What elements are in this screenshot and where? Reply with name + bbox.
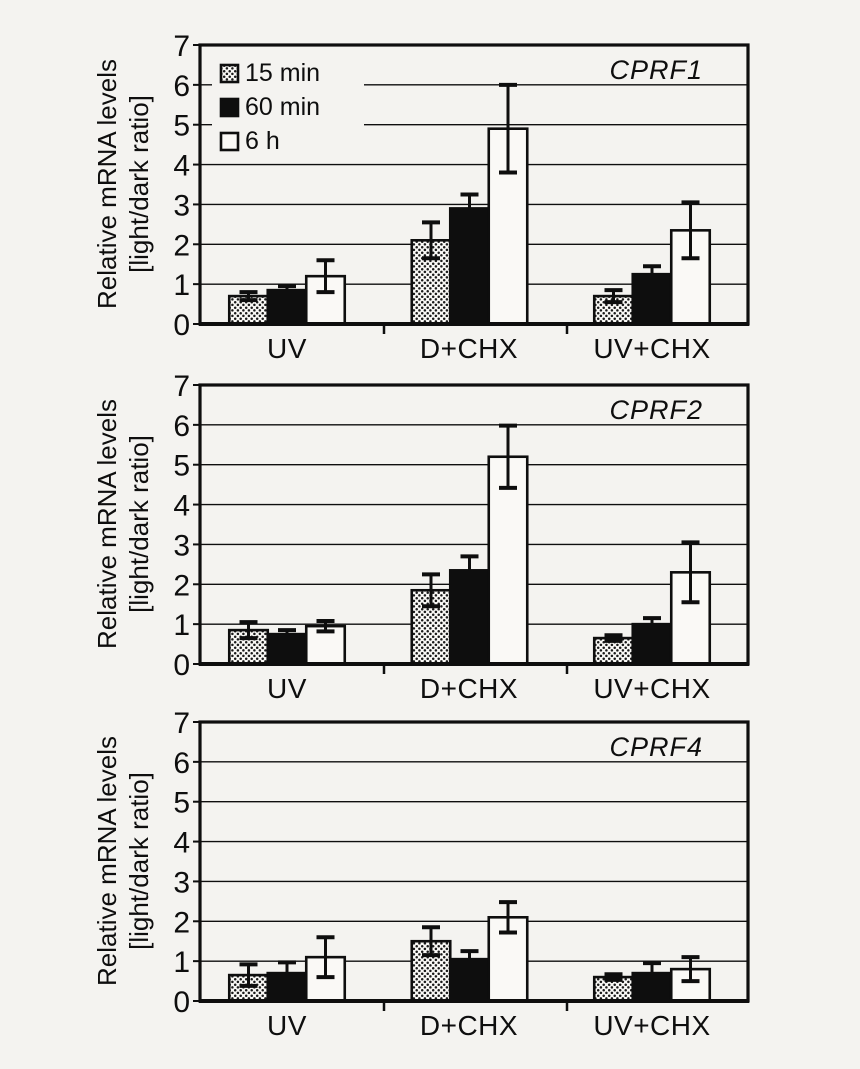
y-axis-label-line2: [light/dark ratio] [124,772,154,950]
y-axis-label-line1: Relative mRNA levels [92,736,122,986]
legend-swatch-black [221,99,238,116]
x-category-label: D+CHX [419,673,519,704]
y-tick-label: 1 [173,269,190,303]
chart-panel-cprf1 [92,30,749,364]
y-tick-label: 1 [173,946,190,980]
y-tick-label: 4 [173,489,190,523]
y-axis-label-line2: [light/dark ratio] [124,95,154,273]
y-tick-label: 6 [173,69,190,103]
y-tick-label: 0 [173,986,190,1019]
y-tick-label: 7 [173,370,190,403]
x-category-label: UV [267,333,307,364]
panel-title: CPRF2 [609,395,703,425]
panel-title: CPRF4 [609,732,703,762]
legend-label: 15 min [245,59,321,87]
y-tick-label: 5 [173,449,190,483]
x-category-label: UV+CHX [593,673,711,704]
y-tick-label: 7 [173,707,190,740]
y-tick-label: 0 [173,309,190,342]
x-category-label: UV [267,1010,307,1041]
legend-swatch-stipple [221,65,238,82]
y-tick-label: 3 [173,866,190,900]
y-tick-label: 6 [173,409,190,443]
y-tick-label: 5 [173,109,190,143]
x-category-label: UV [267,673,307,704]
y-tick-label: 2 [173,569,190,603]
y-tick-label: 5 [173,786,190,820]
y-axis-label-line2: [light/dark ratio] [124,435,154,613]
y-tick-label: 7 [173,30,190,63]
chart-panel-cprf4 [92,707,749,1041]
y-tick-label: 2 [173,906,190,940]
y-axis-label-line1: Relative mRNA levels [92,59,122,309]
x-category-label: D+CHX [419,1010,519,1041]
y-tick-label: 6 [173,746,190,780]
x-category-label: UV+CHX [593,333,711,364]
bar-60min-D-CHX [450,208,489,324]
chart-panel-cprf2 [92,370,749,704]
y-tick-label: 4 [173,826,190,860]
y-axis-label-line1: Relative mRNA levels [92,399,122,649]
legend-label: 60 min [245,93,321,121]
legend-swatch-white [221,133,238,150]
legend-label: 6 h [245,127,280,155]
panel-title: CPRF1 [609,55,703,85]
x-category-label: UV+CHX [593,1010,711,1041]
y-tick-label: 1 [173,609,190,643]
y-tick-label: 3 [173,189,190,223]
y-tick-label: 2 [173,229,190,263]
y-tick-label: 3 [173,529,190,563]
y-tick-label: 4 [173,149,190,183]
x-category-label: D+CHX [419,333,519,364]
y-tick-label: 0 [173,649,190,682]
